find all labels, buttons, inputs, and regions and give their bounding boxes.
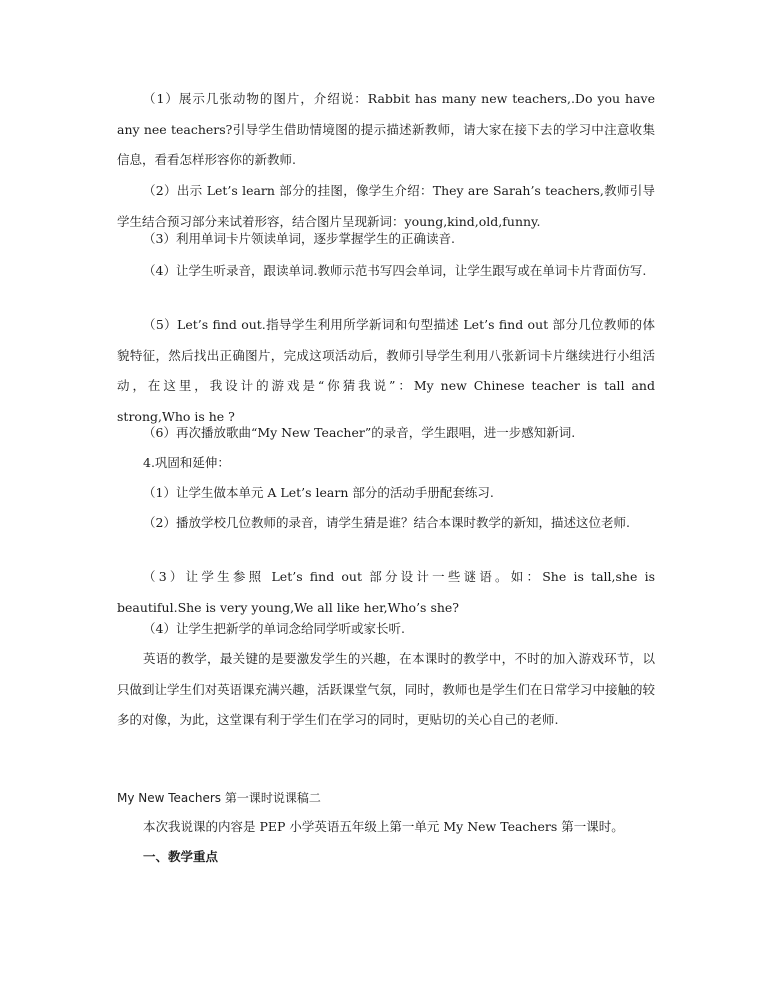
heading-teaching-focus: 一、教学重点	[143, 849, 219, 864]
paragraph-step-6: （6）再次播放歌曲“My New Teacher”的录音，学生跟唱，进一步感知新词.	[143, 425, 576, 440]
paragraph-step-2: （2）出示 Let’s learn 部分的挂图，像学生介绍：They are Sarah’s teachers,教师引导学生结合预习部分来试着形容，结合图片呈现新词：young,kind,old,funny.	[117, 183, 655, 229]
paragraph-extend-1: （1）让学生做本单元 A Let’s learn 部分的活动手册配套练习.	[143, 485, 494, 500]
paragraph-extend-4: （4）让学生把新学的单词念给同学听或家长听.	[143, 621, 405, 636]
intro-paragraph: 本次我说课的内容是 PEP 小学英语五年级上第一单元 My New Teachers 第一课时。	[143, 819, 624, 834]
paragraph-step-4: （4）让学生听录音，跟读单词.教师示范书写四会单词，让学生跟写或在单词卡片背面仿写.	[143, 263, 647, 278]
paragraph-step-1: （1）展示几张动物的图片，介绍说：Rabbit has many new teachers,.Do you have any nee teachers?引导学生借助情境图的提示描述新教师，请大家在接下去的学习中注意收集信息，看看怎样形容你的新教师.	[117, 91, 655, 167]
paragraph-step-5: （5）Let’s find out.指导学生利用所学新词和句型描述 Let’s find out 部分几位教师的体貌特征，然后找出正确图片，完成这项活动后，教师引导学生利用八张新词卡片继续进行小组活动，在这里，我设计的游戏是“你猜我说”：My new Chinese teacher is tall and strong,Who is he ?	[117, 317, 655, 424]
section-consolidation-heading: 4.巩固和延伸：	[143, 455, 230, 470]
paragraph-step-3: （3）利用单词卡片领读单词，逐步掌握学生的正确读音.	[143, 231, 455, 246]
paragraph-extend-3: （3）让学生参照 Let’s find out 部分设计一些谜语。如：She is tall,she is beautiful.She is very young,We all like her,Who’s she?	[117, 569, 655, 615]
paragraph-extend-2: （2）播放学校几位教师的录音，请学生猜是谁？结合本课时教学的新知，描述这位老师.	[143, 515, 630, 530]
paragraph-summary: 英语的教学，最关键的是要激发学生的兴趣，在本课时的教学中，不时的加入游戏环节，以只做到让学生们对英语课充满兴趣，活跃课堂气氛，同时，教师也是学生们在日常学习中接触的较多的对像，为此，这堂课有利于学生们在学习的同时，更贴切的关心自己的老师.	[117, 651, 655, 727]
section-title: My New Teachers 第一课时说课稿二	[117, 791, 321, 805]
